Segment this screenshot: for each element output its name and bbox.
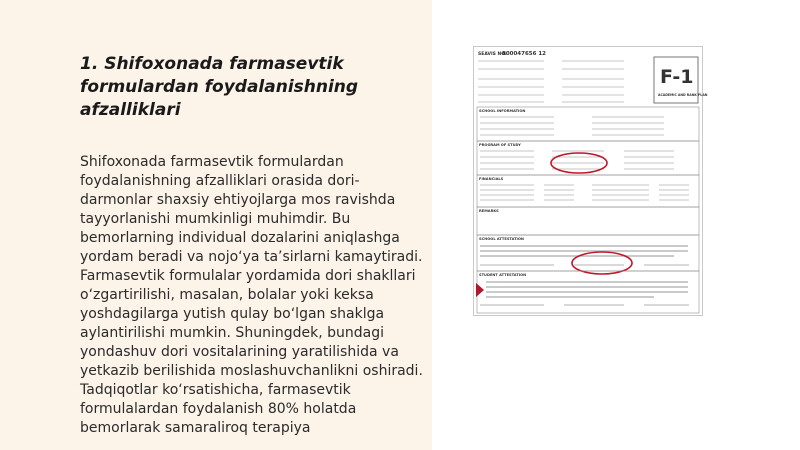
header-field-lines bbox=[478, 61, 624, 102]
red-marker-arrow bbox=[476, 283, 484, 297]
slide-title: 1. Shifoxonada farmasevtik formulardan foydalanishning afzalliklari bbox=[80, 54, 359, 120]
section-title-school-attestation: SCHOOL ATTESTATION bbox=[479, 237, 524, 241]
section-remarks bbox=[477, 207, 699, 235]
section-title-program: PROGRAM OF STUDY bbox=[479, 143, 521, 147]
section-financials bbox=[477, 175, 699, 207]
section-title-school: SCHOOL INFORMATION bbox=[479, 109, 526, 113]
section-title-remarks: REMARKS bbox=[479, 209, 499, 213]
form-code-caption: ACADEMIC AND RANK PLAN bbox=[658, 93, 708, 97]
form-code: F-1 bbox=[660, 66, 694, 88]
f1-form-image bbox=[473, 46, 708, 316]
form-serial-number: 800047656 12 bbox=[502, 51, 547, 57]
slide-body-text: Shifoxonada farmasevtik formulardan foydalanishning afzalliklari orasida dori-darmonlar shaxsiy ehtiyojlarga mos ravishda tayyorlanishi mumkinligi muhimdir. Bu bemorlarning individual dozalarini aniqlashga yordam beradi va nojo‘ya ta’sirlarni kamaytiradi. Farmasevtik formulalar yordamida dori shakllari o‘zgartirilishi, masalan, bolalar yoki keksa yoshdagilarga yutish qulay bo‘lgan shaklga aylantirilishi mumkin. Shuningdek, bundagi yondashuv dori vositalarining yaratilishida va yetkazib berilishida moslashuvchanlikni oshiradi. Tadqiqotlar ko‘rsatishicha, farmasevtik formulalardan foydalanish 80% holatda bemorlarak samaraliroq terapiya bbox=[80, 154, 423, 436]
form-serial-label: SEAVIS NO: bbox=[478, 52, 507, 57]
section-title-financials: FINANCIALS bbox=[479, 177, 504, 181]
section-title-student-attestation: STUDENT ATTESTATION bbox=[479, 273, 527, 277]
